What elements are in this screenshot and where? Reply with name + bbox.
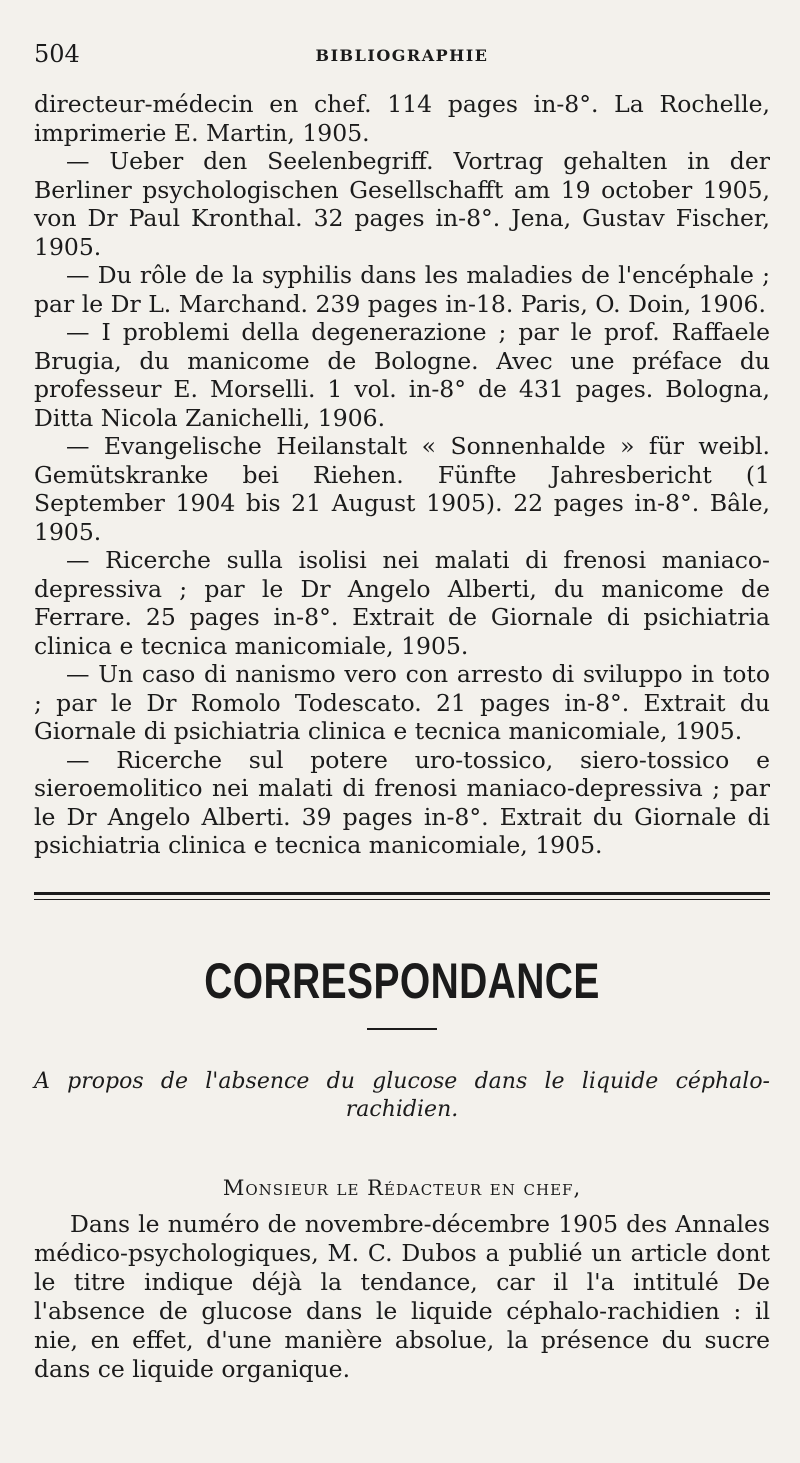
page-number: 504 xyxy=(34,40,80,68)
divider-thick-rule xyxy=(34,892,770,895)
bibliography-entry: — Ueber den Seelenbegriff. Vortrag gehalten in der Berliner psychologischen Gesellschafft am 19 october 1905, von Dr Paul Kronthal. 32 pages in-8°. Jena, Gustav Fischer, 1905. xyxy=(34,147,770,261)
bibliography-entry: directeur-médecin en chef. 114 pages in-8°. La Rochelle, imprimerie E. Martin, 1905. xyxy=(34,90,770,147)
article-title-line-1: A propos de l'absence du glucose dans le liquide céphalo- xyxy=(34,1068,770,1094)
bibliography-entry: — I problemi della degenerazione ; par le prof. Raffaele Brugia, du manicome de Bologne. Avec une préface du professeur E. Morselli. 1 vol. in-8° de 431 pages. Bologna, Ditta Nicola Zanichelli, 1906. xyxy=(34,318,770,432)
title-underline xyxy=(367,1028,437,1030)
running-title: BIBLIOGRAPHIE xyxy=(315,46,489,65)
article-title-line-2: rachidien. xyxy=(345,1096,459,1122)
bibliography-entry: — Du rôle de la syphilis dans les maladies de l'encéphale ; par le Dr L. Marchand. 239 pages in-18. Paris, O. Doin, 1906. xyxy=(34,261,770,318)
bibliography-list xyxy=(34,90,770,860)
section-divider xyxy=(34,892,770,900)
salutation: Monsieur le Rédacteur en chef, xyxy=(222,1175,582,1200)
letter-body: Dans le numéro de novembre-décembre 1905 des Annales médico-psychologiques, M. C. Dubos a publié un article dont le titre indique déjà la tendance, car il l'a intitulé De l'absence de glucose dans le liquide céphalo-rachidien : il nie, en effet, d'une manière absolue, la présence du sucre dans ce liquide organique. xyxy=(34,1209,770,1383)
bibliography-entry: — Un caso di nanismo vero con arresto di sviluppo in toto ; par le Dr Romolo Todescato. 21 pages in-8°. Extrait du Giornale di psichiatria clinica e tecnica manicomiale, 1905. xyxy=(34,660,770,745)
bibliography-entry: — Ricerche sul potere uro-tossico, siero-tossico e sieroemolitico nei malati di frenosi maniaco-depressiva ; par le Dr Angelo Alberti. 39 pages in-8°. Extrait du Giornale di psichiatria clinica e tecnica manicomiale, 1905. xyxy=(34,745,770,859)
running-header xyxy=(34,0,770,68)
article-title xyxy=(34,1068,770,1124)
section-title: CORRESPONDANCE xyxy=(204,952,600,1009)
bibliography-entry: — Evangelische Heilanstalt « Sonnenhalde » für weibl. Gemütskranke bei Riehen. Fünfte Jahresbericht (1 September 1904 bis 21 August 1905). 22 pages in-8°. Bâle, 1905. xyxy=(34,432,770,546)
bibliography-entry: — Ricerche sulla isolisi nei malati di frenosi maniaco-depressiva ; par le Dr Angelo Alberti, du manicome de Ferrare. 25 pages in-8°. Extrait de Giornale di psichiatria clinica e tecnica manicomiale, 1905. xyxy=(34,546,770,660)
divider-thin-rule xyxy=(34,899,770,900)
